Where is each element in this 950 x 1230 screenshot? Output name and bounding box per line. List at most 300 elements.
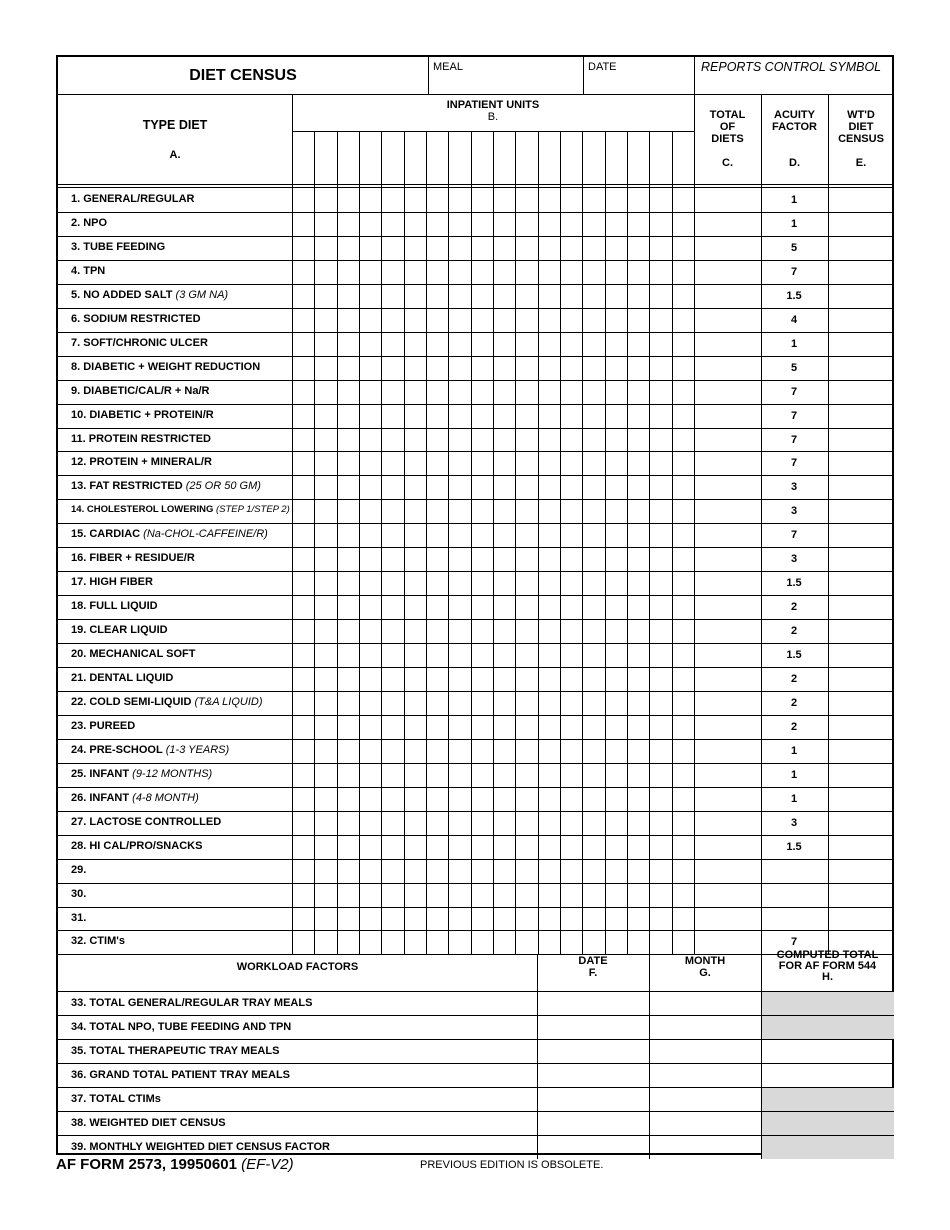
- unit-count-cell[interactable]: [315, 908, 336, 931]
- unit-count-cell[interactable]: [338, 692, 359, 715]
- unit-count-cell[interactable]: [382, 548, 403, 571]
- unit-count-cell[interactable]: [293, 668, 314, 691]
- unit-count-cell[interactable]: [360, 644, 381, 667]
- unit-count-cell[interactable]: [673, 836, 694, 859]
- unit-count-cell[interactable]: [516, 788, 537, 811]
- unit-count-cell[interactable]: [293, 189, 314, 212]
- unit-count-cell[interactable]: [427, 572, 448, 595]
- unit-count-cell[interactable]: [293, 692, 314, 715]
- unit-count-cell[interactable]: [427, 548, 448, 571]
- unit-count-cell[interactable]: [561, 524, 582, 547]
- unit-count-cell[interactable]: [561, 309, 582, 332]
- unit-count-cell[interactable]: [338, 908, 359, 931]
- unit-count-cell[interactable]: [494, 836, 515, 859]
- unit-count-cell[interactable]: [472, 405, 493, 428]
- unit-count-cell[interactable]: [650, 596, 671, 619]
- total-diets-cell[interactable]: [695, 405, 760, 428]
- unit-count-cell[interactable]: [338, 548, 359, 571]
- unit-count-cell[interactable]: [405, 572, 426, 595]
- unit-count-cell[interactable]: [472, 788, 493, 811]
- unit-count-cell[interactable]: [516, 692, 537, 715]
- unit-count-cell[interactable]: [382, 405, 403, 428]
- unit-count-cell[interactable]: [360, 620, 381, 643]
- total-diets-cell[interactable]: [695, 524, 760, 547]
- unit-count-cell[interactable]: [561, 836, 582, 859]
- unit-count-cell[interactable]: [606, 908, 627, 931]
- unit-count-cell[interactable]: [338, 572, 359, 595]
- unit-count-cell[interactable]: [338, 644, 359, 667]
- total-diets-cell[interactable]: [695, 476, 760, 499]
- unit-count-cell[interactable]: [606, 476, 627, 499]
- unit-count-cell[interactable]: [650, 764, 671, 787]
- unit-count-cell[interactable]: [382, 620, 403, 643]
- unit-count-cell[interactable]: [338, 309, 359, 332]
- unit-count-cell[interactable]: [449, 884, 470, 907]
- unit-count-cell[interactable]: [539, 884, 560, 907]
- unit-count-cell[interactable]: [472, 381, 493, 404]
- unit-count-cell[interactable]: [516, 716, 537, 739]
- unit-count-cell[interactable]: [293, 740, 314, 763]
- unit-count-cell[interactable]: [360, 213, 381, 236]
- weighted-census-cell[interactable]: [829, 213, 893, 236]
- unit-count-cell[interactable]: [494, 213, 515, 236]
- unit-count-cell[interactable]: [583, 476, 604, 499]
- unit-count-cell[interactable]: [606, 644, 627, 667]
- unit-count-cell[interactable]: [606, 931, 627, 954]
- unit-count-cell[interactable]: [382, 596, 403, 619]
- unit-count-cell[interactable]: [315, 452, 336, 475]
- unit-count-cell[interactable]: [360, 524, 381, 547]
- unit-count-cell[interactable]: [315, 357, 336, 380]
- unit-count-cell[interactable]: [293, 644, 314, 667]
- total-diets-cell[interactable]: [695, 333, 760, 356]
- unit-count-cell[interactable]: [494, 476, 515, 499]
- unit-count-cell[interactable]: [583, 500, 604, 523]
- unit-count-cell[interactable]: [449, 716, 470, 739]
- unit-count-cell[interactable]: [315, 500, 336, 523]
- unit-count-cell[interactable]: [561, 860, 582, 883]
- unit-count-cell[interactable]: [650, 189, 671, 212]
- unit-count-cell[interactable]: [606, 429, 627, 452]
- unit-count-cell[interactable]: [427, 524, 448, 547]
- unit-count-cell[interactable]: [494, 788, 515, 811]
- unit-count-cell[interactable]: [315, 668, 336, 691]
- unit-count-cell[interactable]: [583, 884, 604, 907]
- unit-count-cell[interactable]: [494, 405, 515, 428]
- unit-count-cell[interactable]: [315, 644, 336, 667]
- unit-count-cell[interactable]: [293, 596, 314, 619]
- unit-count-cell[interactable]: [405, 884, 426, 907]
- unit-count-cell[interactable]: [449, 596, 470, 619]
- unit-count-cell[interactable]: [539, 668, 560, 691]
- unit-count-cell[interactable]: [673, 381, 694, 404]
- unit-count-cell[interactable]: [405, 452, 426, 475]
- unit-count-cell[interactable]: [338, 596, 359, 619]
- unit-count-cell[interactable]: [472, 692, 493, 715]
- unit-count-cell[interactable]: [293, 476, 314, 499]
- unit-count-cell[interactable]: [516, 572, 537, 595]
- total-diets-cell[interactable]: [695, 860, 760, 883]
- unit-count-cell[interactable]: [583, 812, 604, 835]
- unit-count-cell[interactable]: [427, 429, 448, 452]
- unit-count-cell[interactable]: [650, 836, 671, 859]
- weighted-census-cell[interactable]: [829, 812, 893, 835]
- unit-count-cell[interactable]: [606, 261, 627, 284]
- unit-count-cell[interactable]: [449, 405, 470, 428]
- unit-count-cell[interactable]: [516, 668, 537, 691]
- unit-count-cell[interactable]: [338, 381, 359, 404]
- unit-count-cell[interactable]: [427, 860, 448, 883]
- unit-count-cell[interactable]: [673, 884, 694, 907]
- unit-count-cell[interactable]: [628, 500, 649, 523]
- unit-count-cell[interactable]: [650, 500, 671, 523]
- weighted-census-cell[interactable]: [829, 381, 893, 404]
- unit-count-cell[interactable]: [293, 860, 314, 883]
- unit-count-cell[interactable]: [360, 572, 381, 595]
- unit-count-cell[interactable]: [338, 788, 359, 811]
- unit-count-cell[interactable]: [293, 524, 314, 547]
- unit-count-cell[interactable]: [405, 333, 426, 356]
- unit-count-cell[interactable]: [539, 860, 560, 883]
- total-diets-cell[interactable]: [695, 261, 760, 284]
- unit-count-cell[interactable]: [539, 213, 560, 236]
- unit-count-cell[interactable]: [338, 476, 359, 499]
- workload-month-cell[interactable]: [650, 1088, 760, 1111]
- unit-count-cell[interactable]: [338, 261, 359, 284]
- unit-count-cell[interactable]: [516, 285, 537, 308]
- unit-count-cell[interactable]: [405, 764, 426, 787]
- weighted-census-cell[interactable]: [829, 908, 893, 931]
- unit-count-cell[interactable]: [628, 572, 649, 595]
- unit-count-cell[interactable]: [293, 788, 314, 811]
- unit-count-cell[interactable]: [516, 860, 537, 883]
- unit-count-cell[interactable]: [673, 357, 694, 380]
- unit-count-cell[interactable]: [338, 860, 359, 883]
- unit-count-cell[interactable]: [472, 285, 493, 308]
- unit-count-cell[interactable]: [539, 596, 560, 619]
- unit-count-cell[interactable]: [405, 692, 426, 715]
- unit-count-cell[interactable]: [561, 500, 582, 523]
- unit-count-cell[interactable]: [449, 620, 470, 643]
- unit-count-cell[interactable]: [360, 860, 381, 883]
- unit-count-cell[interactable]: [494, 764, 515, 787]
- unit-count-cell[interactable]: [405, 357, 426, 380]
- unit-count-cell[interactable]: [472, 213, 493, 236]
- unit-count-cell[interactable]: [494, 692, 515, 715]
- unit-count-cell[interactable]: [427, 476, 448, 499]
- unit-count-cell[interactable]: [516, 884, 537, 907]
- unit-count-cell[interactable]: [472, 476, 493, 499]
- unit-count-cell[interactable]: [494, 620, 515, 643]
- unit-count-cell[interactable]: [673, 740, 694, 763]
- unit-count-cell[interactable]: [382, 572, 403, 595]
- unit-count-cell[interactable]: [539, 333, 560, 356]
- unit-count-cell[interactable]: [472, 596, 493, 619]
- unit-count-cell[interactable]: [360, 788, 381, 811]
- unit-count-cell[interactable]: [494, 860, 515, 883]
- unit-count-cell[interactable]: [583, 740, 604, 763]
- total-diets-cell[interactable]: [695, 692, 760, 715]
- unit-count-cell[interactable]: [360, 189, 381, 212]
- unit-count-cell[interactable]: [405, 548, 426, 571]
- unit-count-cell[interactable]: [338, 405, 359, 428]
- unit-count-cell[interactable]: [472, 644, 493, 667]
- unit-count-cell[interactable]: [472, 572, 493, 595]
- unit-count-cell[interactable]: [583, 908, 604, 931]
- unit-count-cell[interactable]: [293, 931, 314, 954]
- unit-count-cell[interactable]: [449, 572, 470, 595]
- unit-count-cell[interactable]: [338, 333, 359, 356]
- unit-count-cell[interactable]: [516, 812, 537, 835]
- unit-count-cell[interactable]: [628, 596, 649, 619]
- unit-count-cell[interactable]: [583, 429, 604, 452]
- unit-count-cell[interactable]: [561, 429, 582, 452]
- unit-count-cell[interactable]: [293, 908, 314, 931]
- unit-count-cell[interactable]: [382, 476, 403, 499]
- unit-count-cell[interactable]: [516, 931, 537, 954]
- unit-count-cell[interactable]: [472, 884, 493, 907]
- unit-count-cell[interactable]: [449, 931, 470, 954]
- unit-count-cell[interactable]: [628, 333, 649, 356]
- unit-count-cell[interactable]: [427, 668, 448, 691]
- unit-count-cell[interactable]: [606, 237, 627, 260]
- unit-count-cell[interactable]: [405, 285, 426, 308]
- unit-count-cell[interactable]: [516, 261, 537, 284]
- unit-count-cell[interactable]: [360, 716, 381, 739]
- total-diets-cell[interactable]: [695, 357, 760, 380]
- unit-count-cell[interactable]: [650, 860, 671, 883]
- unit-count-cell[interactable]: [382, 812, 403, 835]
- unit-count-cell[interactable]: [472, 429, 493, 452]
- unit-count-cell[interactable]: [628, 285, 649, 308]
- unit-count-cell[interactable]: [583, 716, 604, 739]
- unit-count-cell[interactable]: [583, 620, 604, 643]
- unit-count-cell[interactable]: [315, 476, 336, 499]
- unit-count-cell[interactable]: [673, 620, 694, 643]
- unit-count-cell[interactable]: [405, 596, 426, 619]
- unit-count-cell[interactable]: [472, 261, 493, 284]
- unit-count-cell[interactable]: [494, 931, 515, 954]
- unit-count-cell[interactable]: [338, 500, 359, 523]
- unit-count-cell[interactable]: [628, 716, 649, 739]
- unit-count-cell[interactable]: [561, 548, 582, 571]
- weighted-census-cell[interactable]: [829, 548, 893, 571]
- unit-count-cell[interactable]: [472, 764, 493, 787]
- unit-count-cell[interactable]: [494, 285, 515, 308]
- unit-count-cell[interactable]: [650, 812, 671, 835]
- unit-count-cell[interactable]: [606, 860, 627, 883]
- unit-count-cell[interactable]: [606, 692, 627, 715]
- total-diets-cell[interactable]: [695, 213, 760, 236]
- unit-count-cell[interactable]: [516, 357, 537, 380]
- unit-count-cell[interactable]: [516, 644, 537, 667]
- unit-count-cell[interactable]: [673, 812, 694, 835]
- unit-count-cell[interactable]: [650, 476, 671, 499]
- workload-date-cell[interactable]: [538, 1040, 648, 1063]
- unit-count-cell[interactable]: [606, 788, 627, 811]
- unit-count-cell[interactable]: [561, 333, 582, 356]
- unit-count-cell[interactable]: [673, 668, 694, 691]
- unit-count-cell[interactable]: [516, 452, 537, 475]
- unit-count-cell[interactable]: [561, 884, 582, 907]
- unit-count-cell[interactable]: [606, 884, 627, 907]
- unit-count-cell[interactable]: [673, 261, 694, 284]
- unit-count-cell[interactable]: [360, 452, 381, 475]
- unit-count-cell[interactable]: [315, 931, 336, 954]
- unit-count-cell[interactable]: [472, 452, 493, 475]
- unit-count-cell[interactable]: [338, 668, 359, 691]
- unit-count-cell[interactable]: [561, 572, 582, 595]
- unit-count-cell[interactable]: [606, 764, 627, 787]
- unit-count-cell[interactable]: [405, 405, 426, 428]
- unit-count-cell[interactable]: [494, 668, 515, 691]
- unit-count-cell[interactable]: [427, 644, 448, 667]
- total-diets-cell[interactable]: [695, 309, 760, 332]
- unit-count-cell[interactable]: [650, 237, 671, 260]
- unit-count-cell[interactable]: [606, 668, 627, 691]
- unit-count-cell[interactable]: [539, 812, 560, 835]
- unit-count-cell[interactable]: [360, 812, 381, 835]
- unit-count-cell[interactable]: [405, 740, 426, 763]
- unit-count-cell[interactable]: [315, 572, 336, 595]
- unit-count-cell[interactable]: [539, 476, 560, 499]
- unit-count-cell[interactable]: [449, 381, 470, 404]
- unit-count-cell[interactable]: [561, 692, 582, 715]
- unit-count-cell[interactable]: [539, 836, 560, 859]
- unit-count-cell[interactable]: [561, 812, 582, 835]
- weighted-census-cell[interactable]: [829, 261, 893, 284]
- unit-count-cell[interactable]: [606, 812, 627, 835]
- unit-count-cell[interactable]: [583, 285, 604, 308]
- unit-count-cell[interactable]: [382, 524, 403, 547]
- total-diets-cell[interactable]: [695, 189, 760, 212]
- unit-count-cell[interactable]: [315, 812, 336, 835]
- total-diets-cell[interactable]: [695, 788, 760, 811]
- unit-count-cell[interactable]: [561, 668, 582, 691]
- weighted-census-cell[interactable]: [829, 572, 893, 595]
- unit-count-cell[interactable]: [382, 860, 403, 883]
- unit-count-cell[interactable]: [427, 213, 448, 236]
- unit-count-cell[interactable]: [561, 476, 582, 499]
- unit-count-cell[interactable]: [315, 309, 336, 332]
- total-diets-cell[interactable]: [695, 884, 760, 907]
- unit-count-cell[interactable]: [673, 548, 694, 571]
- unit-count-cell[interactable]: [673, 764, 694, 787]
- unit-count-cell[interactable]: [405, 812, 426, 835]
- unit-count-cell[interactable]: [472, 860, 493, 883]
- unit-count-cell[interactable]: [338, 884, 359, 907]
- unit-count-cell[interactable]: [472, 237, 493, 260]
- unit-count-cell[interactable]: [494, 644, 515, 667]
- weighted-census-cell[interactable]: [829, 692, 893, 715]
- unit-count-cell[interactable]: [449, 860, 470, 883]
- unit-count-cell[interactable]: [427, 237, 448, 260]
- unit-count-cell[interactable]: [449, 237, 470, 260]
- unit-count-cell[interactable]: [427, 931, 448, 954]
- unit-count-cell[interactable]: [516, 405, 537, 428]
- unit-count-cell[interactable]: [583, 596, 604, 619]
- workload-month-cell[interactable]: [650, 1136, 760, 1159]
- weighted-census-cell[interactable]: [829, 429, 893, 452]
- unit-count-cell[interactable]: [606, 381, 627, 404]
- unit-count-cell[interactable]: [315, 620, 336, 643]
- unit-count-cell[interactable]: [561, 596, 582, 619]
- meal-field[interactable]: [429, 57, 583, 94]
- unit-count-cell[interactable]: [606, 620, 627, 643]
- weighted-census-cell[interactable]: [829, 764, 893, 787]
- unit-count-cell[interactable]: [539, 716, 560, 739]
- unit-count-cell[interactable]: [315, 524, 336, 547]
- unit-count-cell[interactable]: [449, 357, 470, 380]
- unit-count-cell[interactable]: [650, 788, 671, 811]
- unit-count-cell[interactable]: [427, 908, 448, 931]
- unit-count-cell[interactable]: [561, 189, 582, 212]
- unit-count-cell[interactable]: [472, 740, 493, 763]
- unit-count-cell[interactable]: [606, 309, 627, 332]
- unit-count-cell[interactable]: [673, 285, 694, 308]
- unit-count-cell[interactable]: [405, 836, 426, 859]
- unit-count-cell[interactable]: [516, 908, 537, 931]
- unit-count-cell[interactable]: [606, 596, 627, 619]
- unit-count-cell[interactable]: [606, 405, 627, 428]
- unit-count-cell[interactable]: [650, 572, 671, 595]
- unit-count-cell[interactable]: [606, 572, 627, 595]
- unit-count-cell[interactable]: [427, 309, 448, 332]
- unit-count-cell[interactable]: [427, 884, 448, 907]
- unit-count-cell[interactable]: [405, 500, 426, 523]
- unit-count-cell[interactable]: [561, 261, 582, 284]
- unit-count-cell[interactable]: [472, 357, 493, 380]
- total-diets-cell[interactable]: [695, 812, 760, 835]
- unit-count-cell[interactable]: [539, 788, 560, 811]
- unit-count-cell[interactable]: [516, 309, 537, 332]
- unit-count-cell[interactable]: [539, 524, 560, 547]
- unit-count-cell[interactable]: [382, 309, 403, 332]
- weighted-census-cell[interactable]: [829, 620, 893, 643]
- unit-count-cell[interactable]: [494, 189, 515, 212]
- unit-count-cell[interactable]: [315, 261, 336, 284]
- unit-count-cell[interactable]: [360, 476, 381, 499]
- unit-count-cell[interactable]: [650, 261, 671, 284]
- unit-count-cell[interactable]: [338, 620, 359, 643]
- unit-count-cell[interactable]: [606, 524, 627, 547]
- unit-count-cell[interactable]: [427, 405, 448, 428]
- unit-count-cell[interactable]: [382, 237, 403, 260]
- unit-count-cell[interactable]: [650, 213, 671, 236]
- unit-count-cell[interactable]: [427, 764, 448, 787]
- unit-count-cell[interactable]: [606, 452, 627, 475]
- unit-count-cell[interactable]: [628, 548, 649, 571]
- workload-date-cell[interactable]: [538, 1112, 648, 1135]
- unit-count-cell[interactable]: [293, 405, 314, 428]
- unit-count-cell[interactable]: [606, 716, 627, 739]
- unit-count-cell[interactable]: [382, 740, 403, 763]
- unit-count-cell[interactable]: [382, 692, 403, 715]
- unit-count-cell[interactable]: [360, 381, 381, 404]
- unit-count-cell[interactable]: [449, 285, 470, 308]
- unit-count-cell[interactable]: [628, 524, 649, 547]
- unit-count-cell[interactable]: [427, 189, 448, 212]
- unit-count-cell[interactable]: [628, 620, 649, 643]
- unit-count-cell[interactable]: [628, 237, 649, 260]
- unit-count-cell[interactable]: [539, 285, 560, 308]
- unit-count-cell[interactable]: [427, 620, 448, 643]
- unit-count-cell[interactable]: [650, 620, 671, 643]
- unit-count-cell[interactable]: [360, 548, 381, 571]
- unit-count-cell[interactable]: [561, 620, 582, 643]
- unit-count-cell[interactable]: [561, 237, 582, 260]
- unit-count-cell[interactable]: [494, 572, 515, 595]
